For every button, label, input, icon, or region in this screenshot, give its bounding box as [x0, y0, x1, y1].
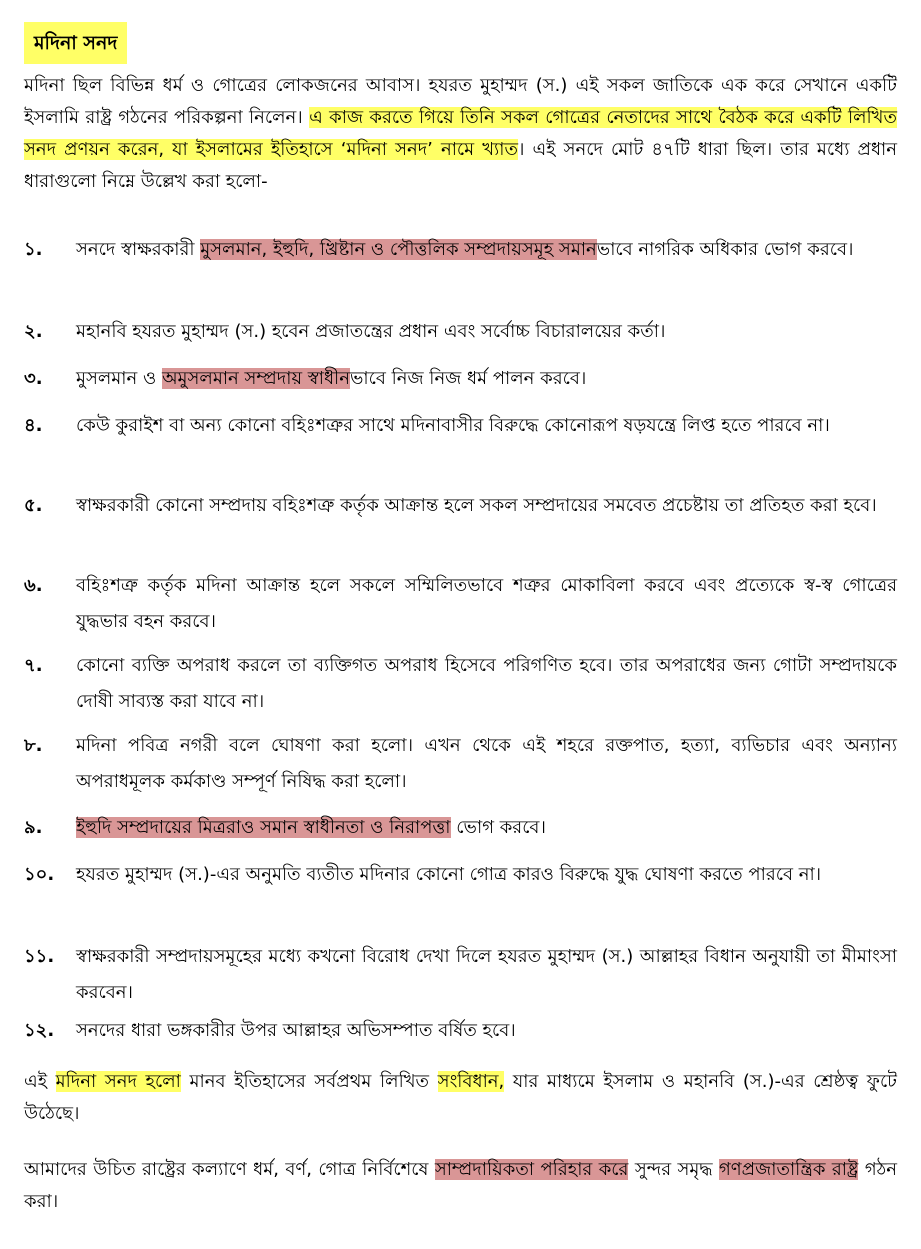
- list-item: [24, 232, 897, 268]
- item-number: ৬.: [24, 575, 43, 596]
- conclusion-paragraph-1: [24, 1066, 897, 1130]
- intro-paragraph: [24, 70, 897, 198]
- item-text: সনদের ধারা ভঙ্গকারীর উপর আল্লাহর অভিসম্পাত বর্ষিত হবে।: [76, 1020, 516, 1041]
- list-item: [24, 314, 897, 350]
- intro-highlight: এ কাজ করতে গিয়ে তিনি সকল গোত্রের নেতাদের সাথে বৈঠক করে একটি লিখিত সনদ প্রণয়ন করেন, যা ইসলামের ইতিহাসে ‘মদিনা সনদ’ নামে খ্যাত: [24, 107, 897, 160]
- item-highlight: অমুসলমান সম্প্রদায় স্বাধীন: [161, 368, 350, 389]
- list-item: [24, 1013, 897, 1049]
- conclusion-text: যার মাধ্যমে ইসলাম ও মহানবি (স.)-এর শ্রেষ্ঠত্ব ফুটে উঠেছে।: [24, 1071, 897, 1124]
- item-text: স্বাক্ষরকারী কোনো সম্প্রদায় বহিঃশত্রু কর্তৃক আক্রান্ত হলে সকল সম্প্রদায়ের সমবেত প্রচেষ্টায় তা প্রতিহত করা হবে।: [76, 495, 877, 516]
- item-text: বহিঃশত্রু কর্তৃক মদিনা আক্রান্ত হলে সকলে সম্মিলিতভাবে শত্রুর মোকাবিলা করবে এবং প্রত্যেকে স্ব-স্ব গোত্রের যুদ্ধভার বহন করবে।: [76, 575, 897, 632]
- list-item: [24, 728, 897, 800]
- list-item: [24, 568, 897, 640]
- conclusion-text: এই: [24, 1071, 56, 1092]
- item-number: ২.: [24, 321, 43, 342]
- list-item: [24, 939, 897, 1011]
- list-item: [24, 488, 897, 524]
- item-text: মহানবি হযরত মুহাম্মদ (স.) হবেন প্রজাতন্ত্রের প্রধান এবং সর্বোচ্চ বিচারালয়ের কর্তা।: [76, 321, 666, 342]
- item-number: ৮.: [24, 735, 43, 756]
- list-item: [24, 857, 897, 893]
- item-text: হযরত মুহাম্মদ (স.)-এর অনুমতি ব্যতীত মদিনার কোনো গোত্র কারও বিরুদ্ধে যুদ্ধ ঘোষণা করতে পারবে না।: [76, 864, 822, 885]
- conclusion-highlight: সংবিধান,: [437, 1071, 505, 1092]
- page-title: মদিনা সনদ: [24, 22, 127, 64]
- item-text-end: ভোগ করবে।: [450, 817, 546, 838]
- conclusion-text: গঠন করা।: [24, 1159, 897, 1212]
- item-text-end: ভাবে নিজ নিজ ধর্ম পালন করবে।: [349, 368, 587, 389]
- intro-text: মদিনা ছিল বিভিন্ন ধর্ম ও গোত্রের লোকজনের আবাস। হযরত মুহাম্মদ (স.) এই সকল জাতিকে এক করে সেখানে একটি ইসলামি রাষ্ট্র গঠনের পরিকল্পনা নিলেন।: [24, 75, 897, 128]
- conclusion-highlight: গণপ্রজাতান্ত্রিক রাষ্ট্র: [719, 1159, 859, 1180]
- item-text: কেউ কুরাইশ বা অন্য কোনো বহিঃশত্রুর সাথে মদিনাবাসীর বিরুদ্ধে কোনোরূপ ষড়যন্ত্রে লিপ্ত হতে পারবে না।: [76, 415, 830, 436]
- item-number: ১১.: [24, 946, 55, 967]
- item-number: ১০.: [24, 864, 55, 885]
- item-number: ১২.: [24, 1020, 55, 1041]
- intro-text-end: । এই সনদে মোট ৪৭টি ধারা ছিল। তার মধ্যে প্রধান ধারাগুলো নিম্নে উল্লেখ করা হলো-: [24, 139, 897, 192]
- item-number: ৭.: [24, 655, 43, 676]
- item-text: সনদে স্বাক্ষরকারী: [76, 239, 201, 260]
- item-number: ১.: [24, 239, 43, 260]
- conclusion-text: আমাদের উচিত রাষ্ট্রের কল্যাণে ধর্ম, বর্ণ, গোত্র নির্বিশেষে: [24, 1159, 435, 1180]
- list-item: [24, 810, 897, 846]
- conclusion-text: মানব ইতিহাসের সর্বপ্রথম লিখিত: [180, 1071, 438, 1092]
- list-item: [24, 648, 897, 720]
- conclusion-highlight: মদিনা সনদ হলো: [55, 1071, 181, 1092]
- conclusion-paragraph-2: [24, 1154, 897, 1218]
- item-number: ৫.: [24, 495, 43, 516]
- item-text: কোনো ব্যক্তি অপরাধ করলে তা ব্যক্তিগত অপরাধ হিসেবে পরিগণিত হবে। তার অপরাধের জন্য গোটা সম্প্রদায়কে দোষী সাব্যস্ত করা যাবে না।: [76, 655, 897, 712]
- item-number: ৩.: [24, 368, 43, 389]
- item-text-end: ভাবে নাগরিক অধিকার ভোগ করবে।: [596, 239, 854, 260]
- item-text: স্বাক্ষরকারী সম্প্রদায়সমূহের মধ্যে কখনো বিরোধ দেখা দিলে হযরত মুহাম্মদ (স.) আল্লাহর বিধান অনুযায়ী তা মীমাংসা করবেন।: [76, 946, 897, 1003]
- item-number: ৯.: [24, 817, 43, 838]
- item-highlight: ইহুদি সম্প্রদায়ের মিত্ররাও সমান স্বাধীনতা ও নিরাপত্তা: [76, 817, 451, 838]
- list-item: [24, 361, 897, 397]
- item-text: মদিনা পবিত্র নগরী বলে ঘোষণা করা হলো। এখন থেকে এই শহরে রক্তপাত, হত্যা, ব্যভিচার এবং অন্যান্য অপরাধমূলক কর্মকাণ্ড সম্পূর্ণ নিষিদ্ধ করা হলো।: [76, 735, 897, 792]
- conclusion-highlight: সাম্প্রদায়িকতা পরিহার করে: [434, 1159, 629, 1180]
- item-number: ৪.: [24, 415, 43, 436]
- conclusion-text: সুন্দর সমৃদ্ধ: [628, 1159, 719, 1180]
- list-item: [24, 408, 897, 444]
- item-text: মুসলমান ও: [76, 368, 162, 389]
- item-highlight: মুসলমান, ইহুদি, খ্রিষ্টান ও পৌত্তলিক সম্প্রদায়সমূহ সমান: [200, 239, 597, 260]
